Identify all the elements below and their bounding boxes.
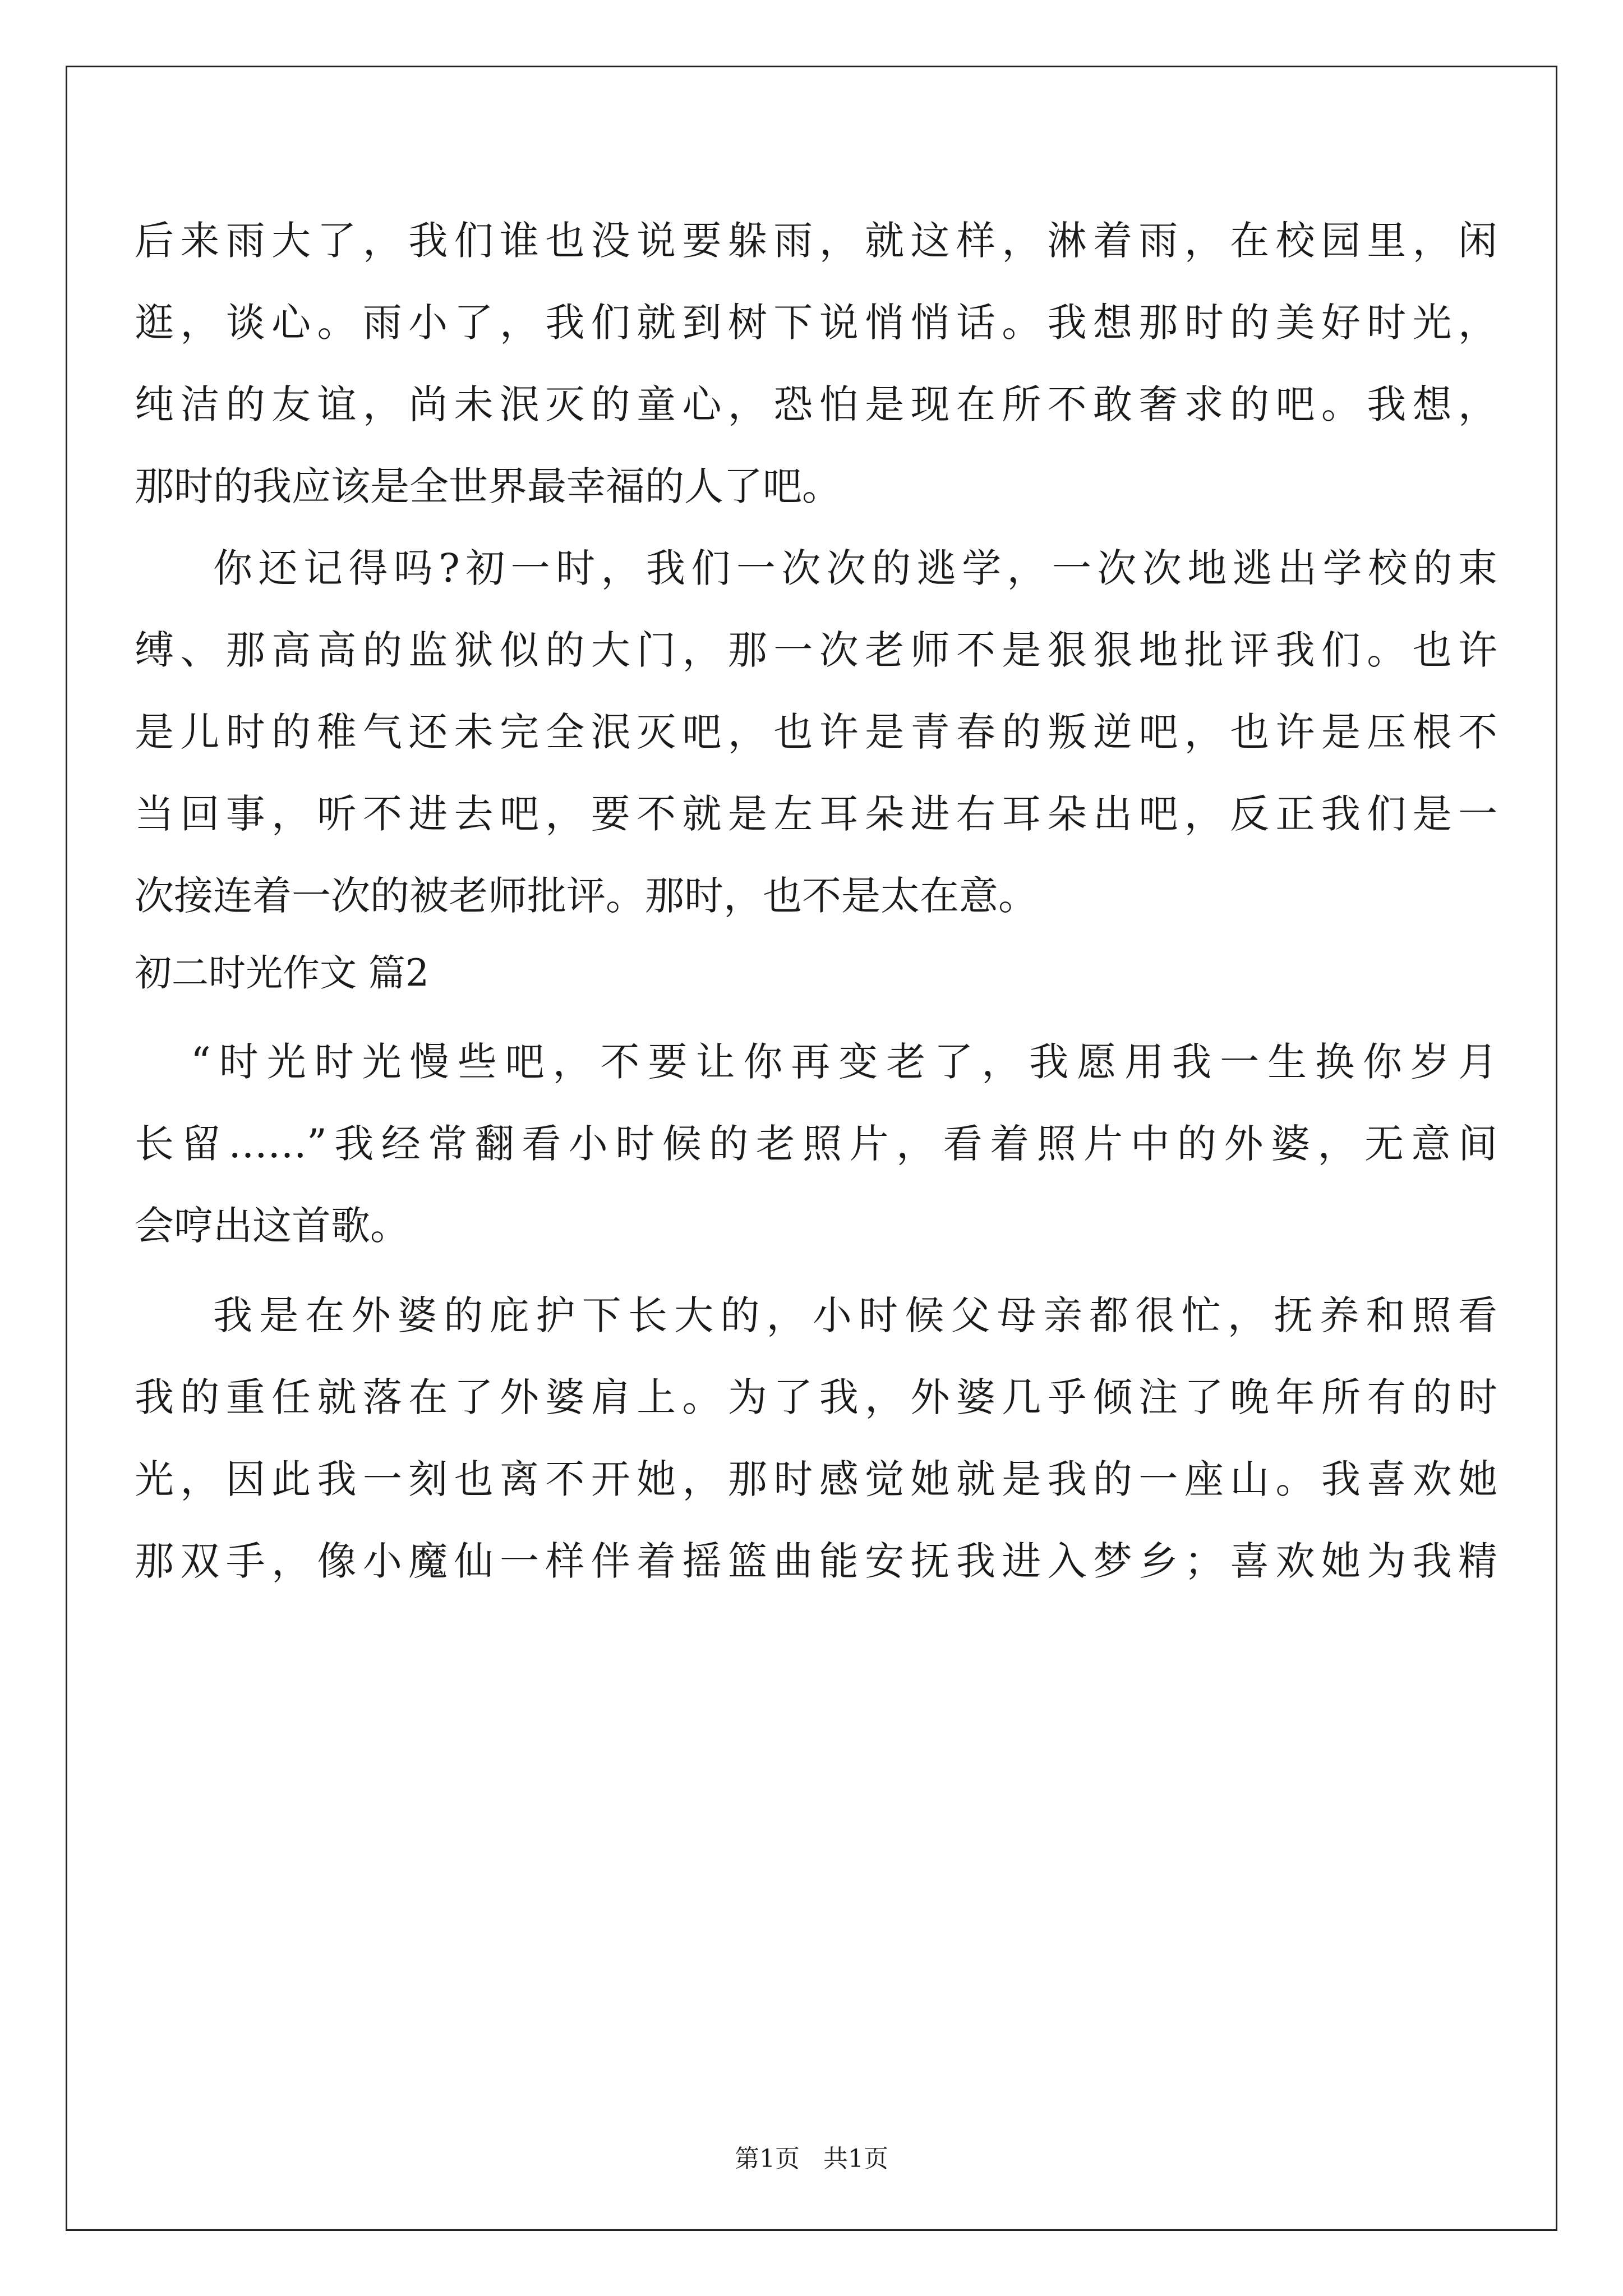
text-line: 那双手，像小魔仙一样伴着摇篮曲能安抚我进入梦乡；喜欢她为我精 bbox=[135, 1538, 1497, 1584]
text-line: 次接连着一次的被老师批评。那时，也不是太在意。 bbox=[135, 873, 1038, 919]
text-line: 是儿时的稚气还未完全泯灭吧，也许是青春的叛逆吧，也许是压根不 bbox=[135, 709, 1497, 755]
page-number: 第1页 bbox=[735, 2145, 800, 2173]
page-footer bbox=[0, 2138, 1623, 2174]
text-line: 逛，谈心。雨小了，我们就到树下说悄悄话。我想那时的美好时光， bbox=[135, 300, 1497, 346]
text-line: 纯洁的友谊，尚未泯灭的童心，恐怕是现在所不敢奢求的吧。我想， bbox=[135, 381, 1497, 427]
text-line: 光，因此我一刻也离不开她，那时感觉她就是我的一座山。我喜欢她 bbox=[135, 1456, 1497, 1502]
text-line: 会哼出这首歌。 bbox=[135, 1203, 409, 1249]
text-line: 长留……”我经常翻看小时候的老照片，看着照片中的外婆，无意间 bbox=[135, 1121, 1497, 1167]
text-line: 后来雨大了，我们谁也没说要躲雨，就这样，淋着雨，在校园里，闲 bbox=[135, 218, 1497, 264]
text-line: 我是在外婆的庇护下长大的，小时候父母亲都很忙，抚养和照看 bbox=[213, 1292, 1497, 1338]
text-line: 你还记得吗?初一时，我们一次次的逃学，一次次地逃出学校的束 bbox=[213, 545, 1497, 591]
footer-gap bbox=[800, 2145, 823, 2173]
text-line: 我的重任就落在了外婆肩上。为了我，外婆几乎倾注了晚年所有的时 bbox=[135, 1374, 1497, 1420]
text-line: “时光时光慢些吧，不要让你再变老了，我愿用我一生换你岁月 bbox=[191, 1039, 1497, 1085]
document-body bbox=[135, 202, 1497, 1600]
text-line: 当回事，听不进去吧，要不就是左耳朵进右耳朵出吧，反正我们是一 bbox=[135, 791, 1497, 837]
page-total: 共1页 bbox=[823, 2145, 888, 2173]
section-heading: 初二时光作文 篇2 bbox=[135, 951, 429, 995]
text-line: 那时的我应该是全世界最幸福的人了吧。 bbox=[135, 463, 841, 509]
text-line: 缚、那高高的监狱似的大门，那一次老师不是狠狠地批评我们。也许 bbox=[135, 627, 1497, 673]
